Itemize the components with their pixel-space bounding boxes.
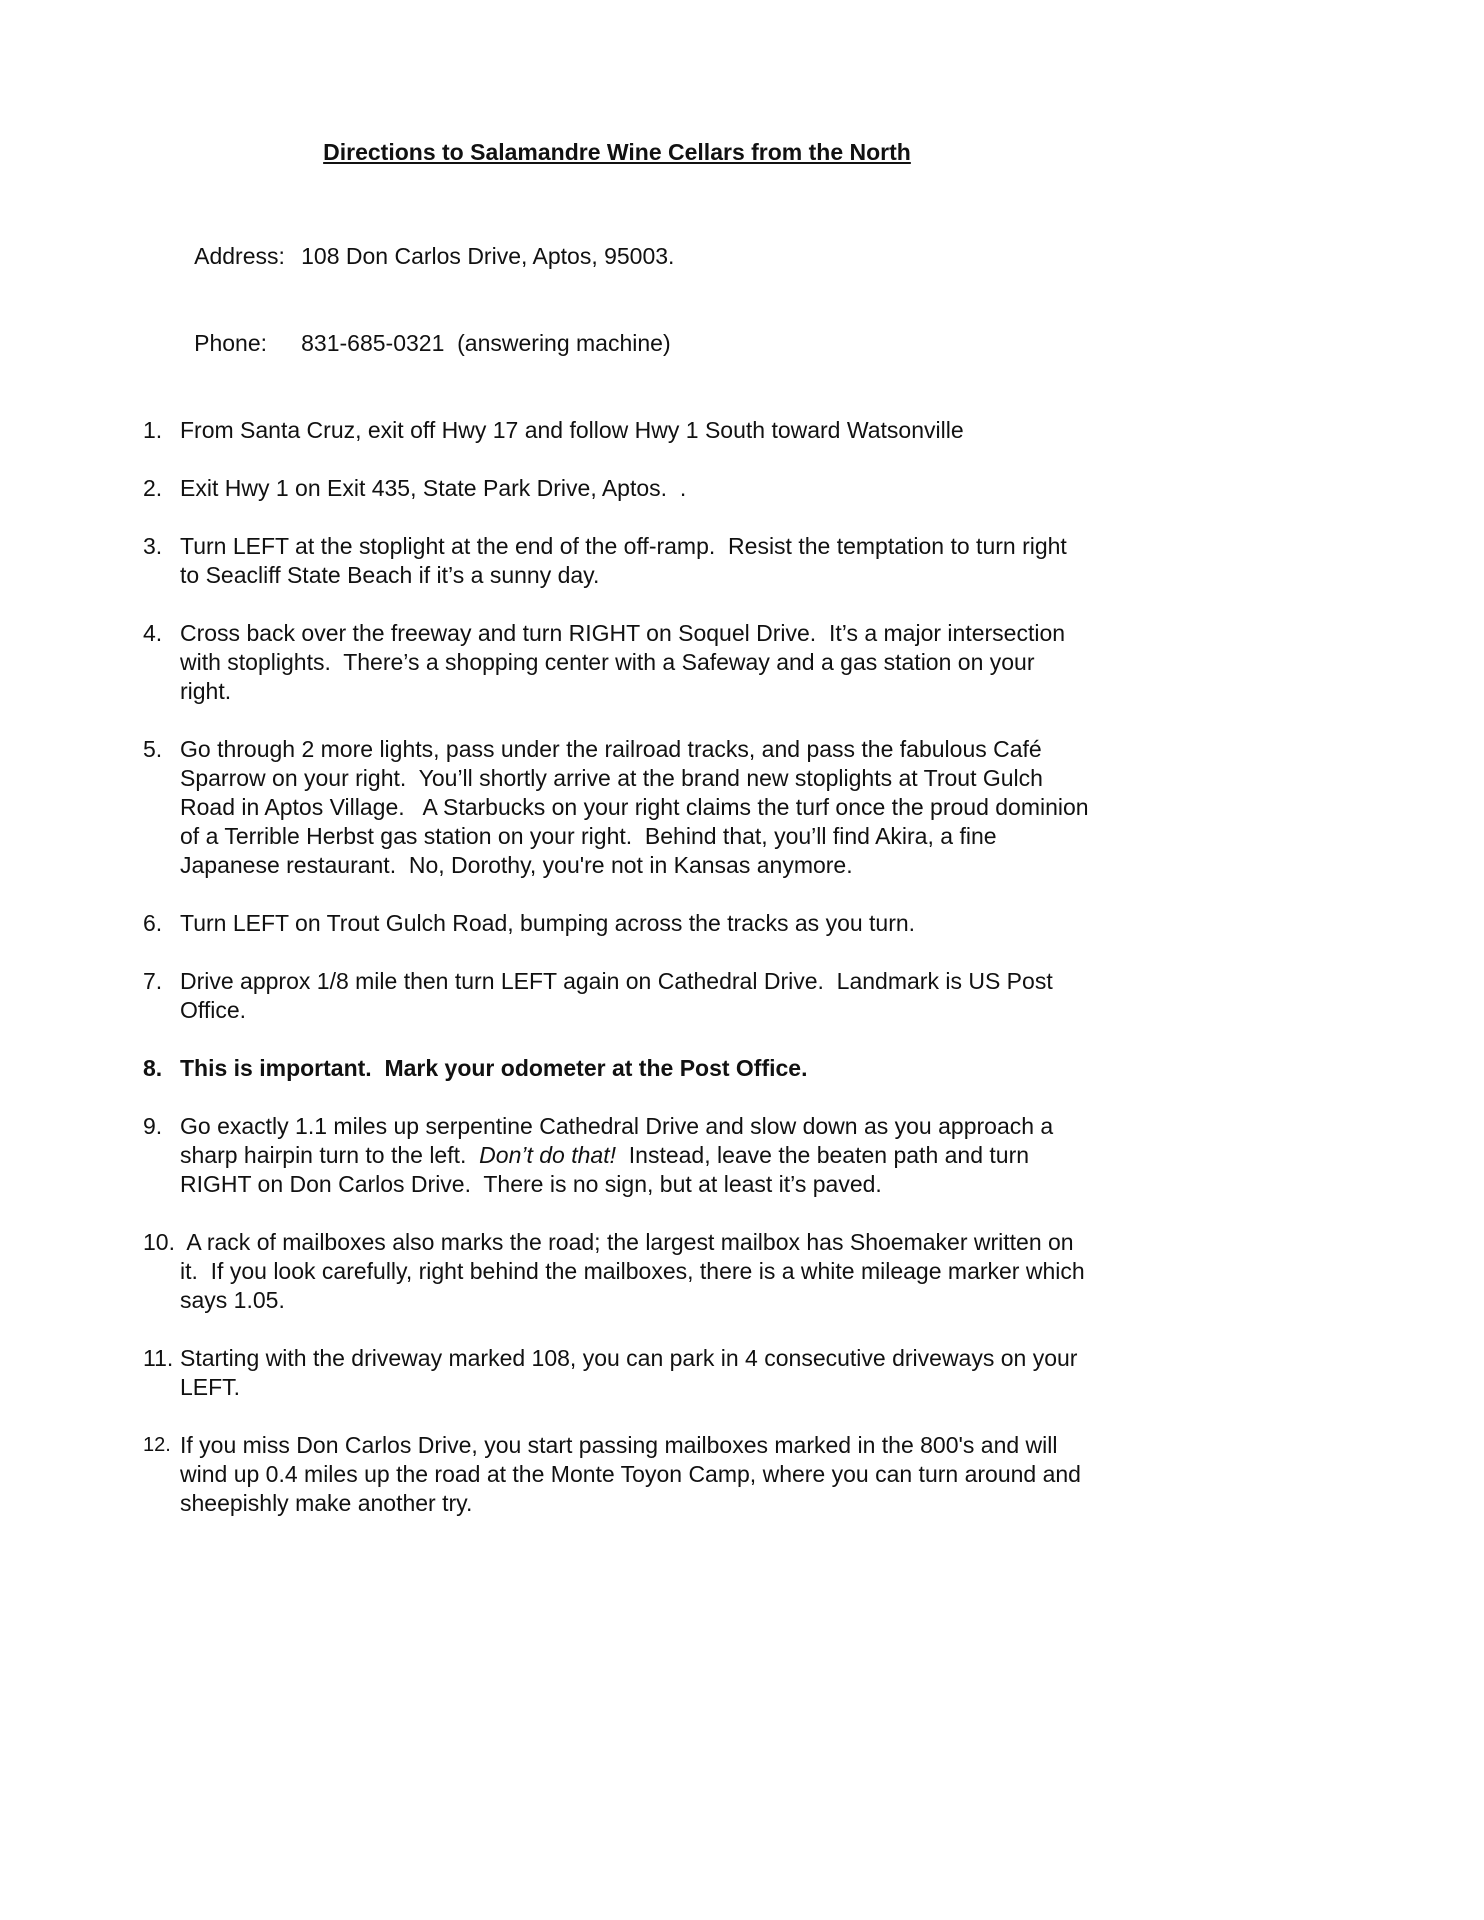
- list-item-text: [180, 910, 915, 936]
- list-item-number: 5.: [143, 736, 163, 762]
- list-item-text: [180, 1055, 808, 1081]
- list-item-text-segment: This is important. Mark your odometer at the Post Office.: [180, 1055, 808, 1081]
- list-item: [143, 1112, 1091, 1199]
- list-item-text-segment: Go exactly 1.1 miles up serpentine Cathedral Drive and slow down as you approach a sharp hairpin turn to the left.: [180, 1113, 1060, 1168]
- list-item-text-segment: Instead, leave the beaten path and turn RIGHT on Don Carlos Drive. There is no sign, but at least it’s paved.: [180, 1142, 1036, 1197]
- list-item-text: [180, 620, 1071, 704]
- list-item-number: 10.: [143, 1229, 175, 1255]
- list-item-text-segment: Turn LEFT on Trout Gulch Road, bumping across the tracks as you turn.: [180, 910, 916, 936]
- directions-list: [143, 416, 1095, 1518]
- list-item-text-segment: Turn LEFT at the stoplight at the end of the off-ramp. Resist the temptation to turn right to Seacliff State Beach if it’s a sunny day.: [180, 533, 1074, 588]
- list-item-text-segment: Drive approx 1/8 mile then turn LEFT again on Cathedral Drive. Landmark is US Post Office.: [180, 968, 1060, 1023]
- list-item-text: [180, 475, 686, 501]
- list-item-text: [180, 736, 1095, 878]
- address-label: Address:: [194, 243, 285, 269]
- list-item-number: 2.: [143, 475, 163, 501]
- list-item: [143, 532, 1091, 590]
- list-item-number: 3.: [143, 533, 163, 559]
- list-item: [143, 619, 1091, 706]
- list-item-text-segment: Go through 2 more lights, pass under the railroad tracks, and pass the fabulous Café Sparrow on your right. You’ll shortly arrive at the brand new stoplights at Trout Gulch Road in Aptos Village. A Starbucks on your right claims the turf once the proud dominion of a Terrible Herbst gas station on your right. Behind that, you’ll find Akira, a fine Japanese restaurant. No, Dorothy, you're not in Kansas anymore.: [180, 736, 1095, 878]
- list-item: [143, 735, 1095, 880]
- phone-value: 831-685-0321 (answering machine): [301, 330, 671, 356]
- phone-label: Phone:: [194, 330, 268, 356]
- list-item: [143, 416, 1091, 445]
- list-item-text-segment: Cross back over the freeway and turn RIGHT on Soquel Drive. It’s a major intersection with stoplights. There’s a shopping center with a Safeway and a gas station on your right.: [180, 620, 1072, 704]
- list-item-text: [180, 1432, 1087, 1516]
- list-item: [143, 967, 1091, 1025]
- list-item: [143, 909, 1091, 938]
- list-item-text-segment: Starting with the driveway marked 108, you can park in 4 consecutive driveways on your LEFT.: [180, 1345, 1084, 1400]
- page-title: Directions to Salamandre Wine Cellars from the North: [323, 139, 911, 165]
- phone-line: [143, 300, 1091, 387]
- list-item-text-segment: If you miss Don Carlos Drive, you start passing mailboxes marked in the 800's and will wind up 0.4 miles up the road at the Monte Toyon Camp, where you can turn around and sheepishly make another try.: [180, 1432, 1088, 1516]
- document-content: [143, 138, 1095, 1518]
- list-item-text-segment: Exit Hwy 1 on Exit 435, State Park Drive, Aptos. .: [180, 475, 687, 501]
- list-item-number: 12.: [143, 1434, 171, 1456]
- list-item-text-segment: From Santa Cruz, exit off Hwy 17 and follow Hwy 1 South toward Watsonville: [180, 417, 964, 443]
- list-item-text: [180, 1229, 1091, 1313]
- list-item: [143, 1431, 1091, 1518]
- list-item-text: [180, 1113, 1060, 1197]
- list-item-number: 8.: [143, 1055, 163, 1081]
- list-item-text-segment: Don’t do that!: [479, 1142, 616, 1168]
- list-item-text: [180, 417, 964, 443]
- list-item-text: [180, 1345, 1084, 1400]
- list-item: [143, 474, 1091, 503]
- list-item-number: 9.: [143, 1113, 163, 1139]
- address-value: 108 Don Carlos Drive, Aptos, 95003.: [301, 243, 675, 269]
- list-item: [143, 1344, 1091, 1402]
- list-item-text: [180, 533, 1073, 588]
- list-item-text-segment: A rack of mailboxes also marks the road; the largest mailbox has Shoemaker written on it. If you look carefully, right behind the mailboxes, there is a white mileage marker which says 1.05.: [180, 1229, 1092, 1313]
- list-item-number: 1.: [143, 417, 163, 443]
- list-item-number: 7.: [143, 968, 163, 994]
- list-item-number: 6.: [143, 910, 163, 936]
- list-item: [143, 1228, 1091, 1315]
- contact-block: [143, 213, 1091, 387]
- list-item-text: [180, 968, 1059, 1023]
- list-item-number: 4.: [143, 620, 163, 646]
- list-item-number: 11.: [143, 1345, 174, 1371]
- list-item: [143, 1054, 1091, 1083]
- address-line: [143, 213, 1091, 300]
